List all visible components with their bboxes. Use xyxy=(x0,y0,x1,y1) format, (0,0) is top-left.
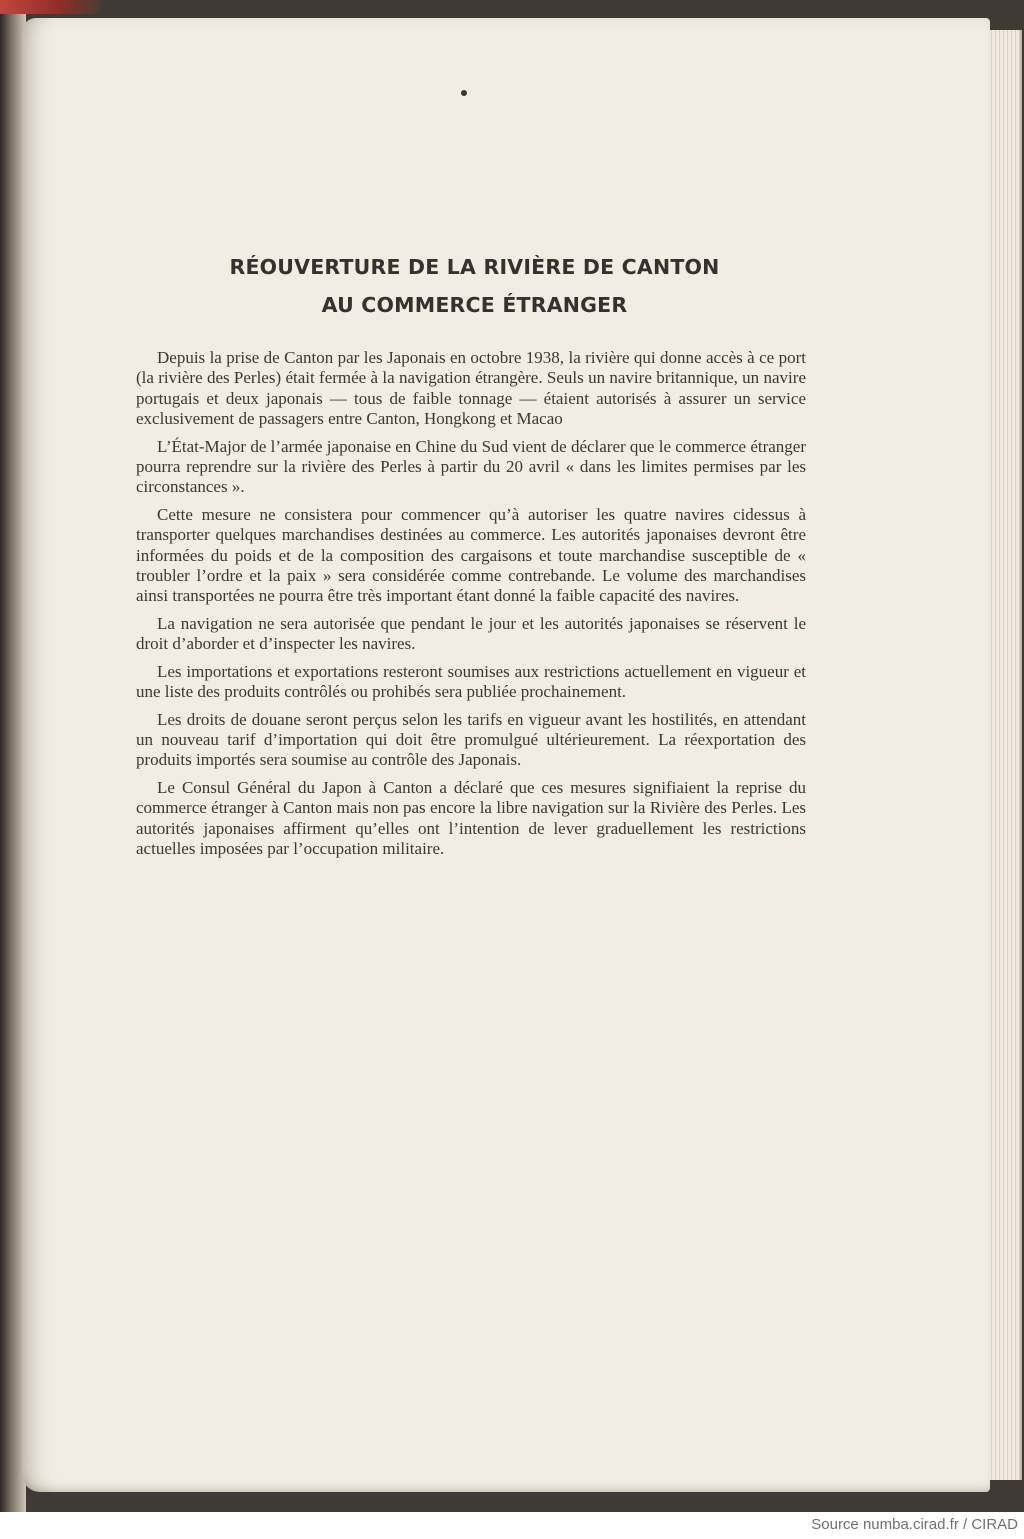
paragraph-2: L’État-Major de l’armée japonaise en Chine du Sud vient de déclarer que le commerce étranger pourra reprendre sur la rivière des Perles à partir du 20 avril « dans les limites permises par les circonstances ». xyxy=(136,436,806,497)
page-sheet xyxy=(22,18,990,1492)
paragraph-5: Les importations et exportations resteront soumises aux restrictions actuellement en vigueur et une liste des produits contrôlés ou prohibés sera publiée prochainement. xyxy=(136,661,806,702)
paragraph-6: Les droits de douane seront perçus selon les tarifs en vigueur avant les hostilités, en attendant un nouveau tarif d’importation qui doit être promulgué ultérieurement. La réexportation des produits importés sera soumise au contrôle des Japonais. xyxy=(136,709,806,770)
source-credit: Source numba.cirad.fr / CIRAD xyxy=(811,1516,1018,1533)
paragraph-1: Depuis la prise de Canton par les Japonais en octobre 1938, la rivière qui donne accès à ce port (la rivière des Perles) était fermée à la navigation étrangère. Seuls un navire britannique, un navire portugais et deux japonais — tous de faible tonnage — étaient autorisés à assurer un service exclusivement de passagers entre Canton, Hongkong et Macao xyxy=(136,348,806,429)
paragraph-7: Le Consul Général du Japon à Canton a déclaré que ces mesures signifiaient la reprise du commerce étranger à Canton mais non pas encore la libre navigation sur la Rivière des Perles. Les autorités japonaises affirment qu’elles ont l’intention de lever graduellement les restrictions actuelles imposées par l’occupation militaire. xyxy=(136,777,806,858)
article-body xyxy=(136,348,806,866)
page-mark xyxy=(461,90,467,96)
title-line-1: RÉOUVERTURE DE LA RIVIÈRE DE CANTON xyxy=(229,255,720,279)
paragraph-3: Cette mesure ne consistera pour commencer qu’à autoriser les quatre navires cidessus à transporter quelques marchandises destinées au commerce. Les autorités japonaises devront être informées du poids et de la composition des cargaisons et toute marchandise susceptible de « troubler l’ordre et la paix » sera considérée comme contrebande. Le volume des marchandises ainsi transportées ne pourra être très important étant donné la faible capacité des navires. xyxy=(136,504,806,606)
book-binding-edge xyxy=(0,0,100,14)
article-title xyxy=(22,248,927,324)
paragraph-4: La navigation ne sera autorisée que pendant le jour et les autorités japonaises se réservent le droit d’aborder et d’inspecter les navires. xyxy=(136,613,806,654)
title-line-2: AU COMMERCE ÉTRANGER xyxy=(321,293,628,317)
